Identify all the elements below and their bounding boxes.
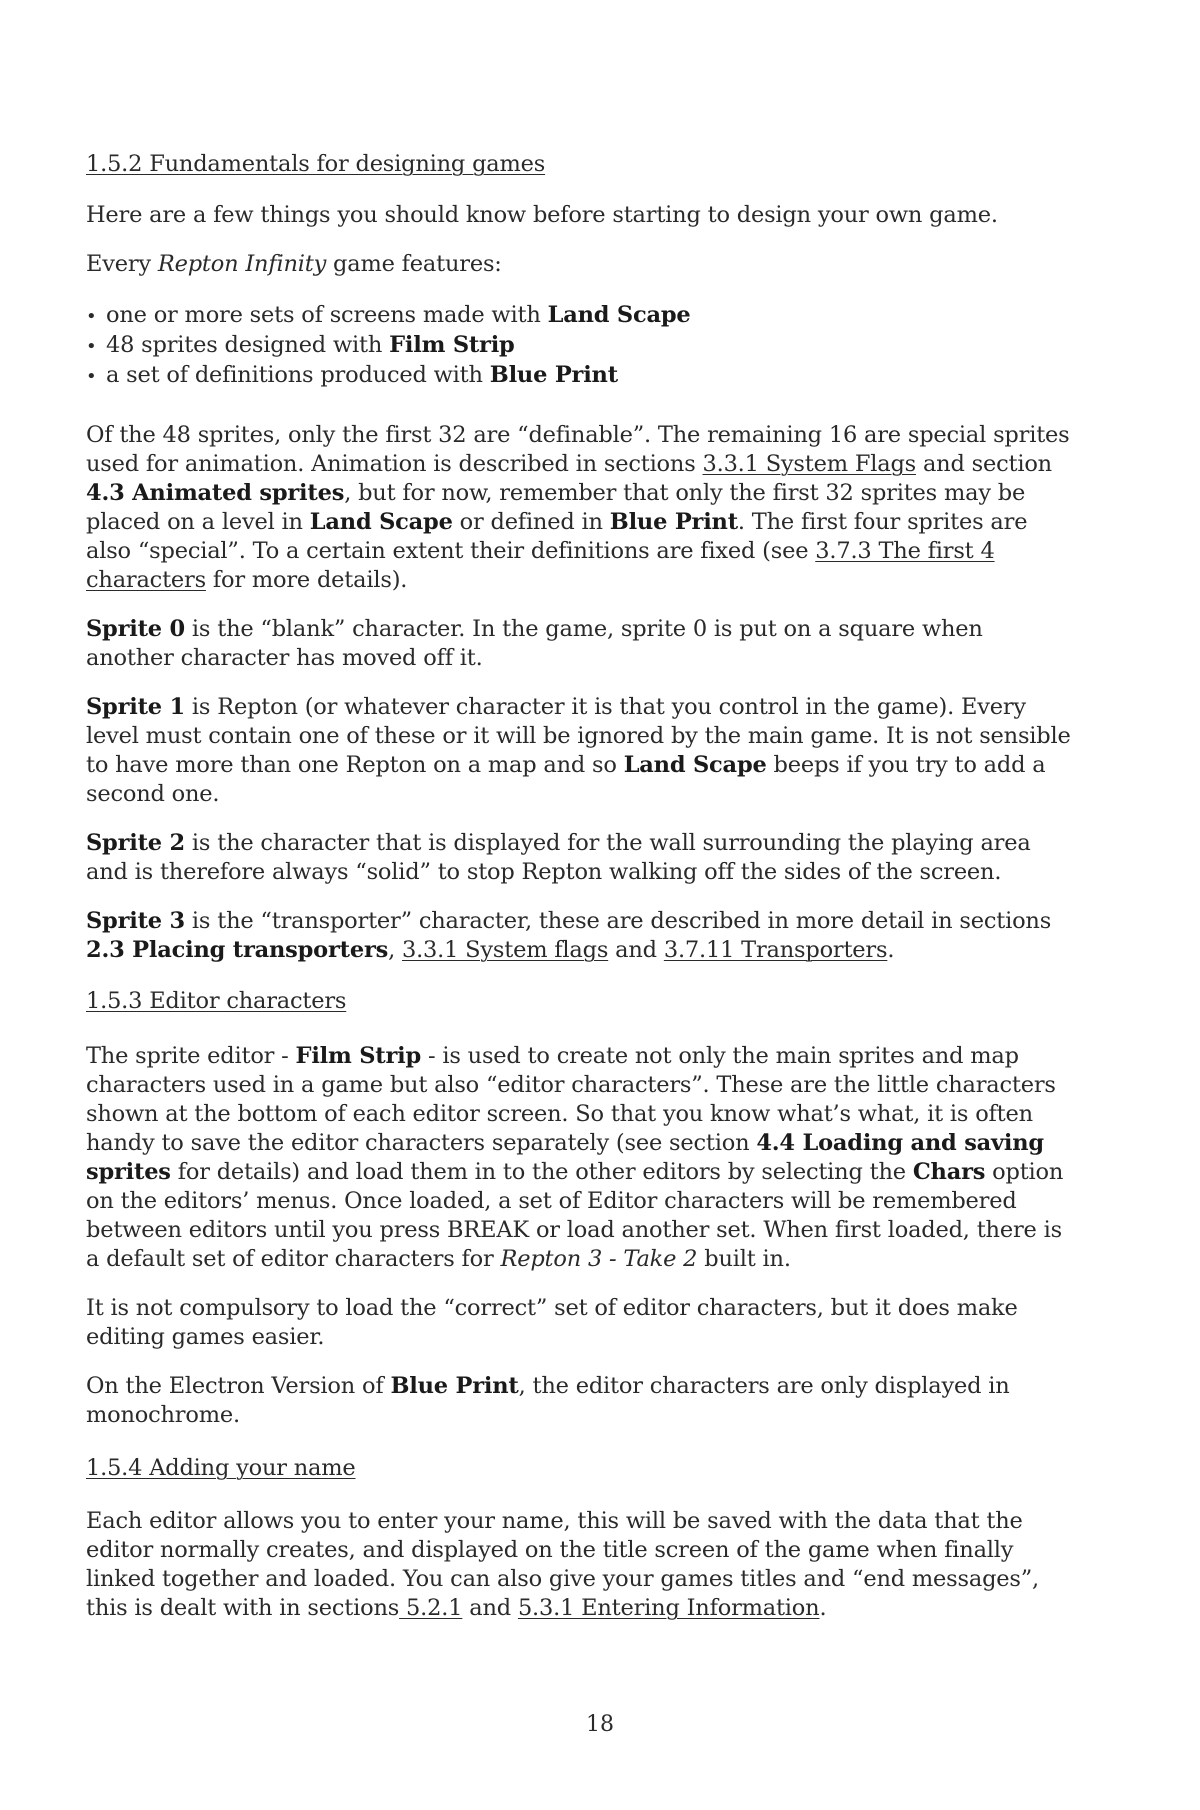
text: On the Electron Version of <box>86 1373 391 1399</box>
text: Of the 48 sprites, only the first 32 are “definable”. The remaining 16 are special sprites used for animation. Animation is described in sections <box>86 422 1070 477</box>
section-heading-1-5-3: 1.5.3 Editor characters <box>86 988 347 1014</box>
text: and <box>608 937 664 963</box>
link-system-flags[interactable]: 3.3.1 System Flags <box>702 451 916 477</box>
bold-text: 4.3 Animated sprites <box>86 480 345 506</box>
section-heading-1-5-2: 1.5.2 Fundamentals for designing games <box>86 151 546 177</box>
text: option on the editors’ menus. Once loaded, a set of Editor characters will be remembered between editors until you press BREAK or load another set. When first loaded, there is a default set of editor characters for <box>86 1159 1064 1272</box>
intro-paragraph <box>86 201 1076 230</box>
link-first-4-characters[interactable]: 3.7.3 The first 4 characters <box>86 538 995 593</box>
text: for details) and load them in to the other editors by selecting the <box>170 1159 913 1185</box>
text: , but for now, remember that only the first 32 sprites may be placed on a level in <box>86 480 1026 535</box>
features-intro <box>86 250 1076 279</box>
text: Each editor allows you to enter your name, this will be saved with the data that the editor normally creates, and displayed on the title screen of the game when finally linked together and loaded. You can also give your games titles and “end messages”, this is dealt with in sections <box>86 1508 1039 1621</box>
bold-text: Blue Print <box>609 509 738 535</box>
sprite-1-paragraph <box>86 693 1076 809</box>
every-suffix: game features: <box>326 251 502 277</box>
list-item <box>86 361 1076 391</box>
sprite-label: Sprite 3 <box>86 908 185 934</box>
text: It is not compulsory to load the “correct” set of editor characters, but it does make editing games easier. <box>86 1295 1018 1350</box>
sprites-paragraph <box>86 421 1076 595</box>
bullet-text: 48 sprites designed with <box>106 332 390 358</box>
text: built in. <box>697 1246 791 1272</box>
text: beeps if you try to add a second one. <box>86 752 1046 807</box>
link-entering-information[interactable]: 5.3.1 Entering Information <box>517 1595 820 1621</box>
sprite-0-paragraph <box>86 615 1076 673</box>
list-item <box>86 331 1076 361</box>
game-title: Repton Infinity <box>157 251 327 277</box>
text: The sprite editor - <box>86 1043 296 1069</box>
text: and <box>462 1595 518 1621</box>
adding-name-paragraph <box>86 1507 1076 1623</box>
link-5-2-1[interactable]: 5.2.1 <box>399 1595 463 1621</box>
bullet-bold: Film Strip <box>389 332 515 358</box>
text: is Repton (or whatever character it is that you control in the game). Every level must contain one of these or it will be ignored by the main game. It is not sensible to have more than one Repton on a map and so <box>86 694 1071 778</box>
sprite-label: Sprite 0 <box>86 616 185 642</box>
features-list <box>86 301 1076 391</box>
electron-paragraph <box>86 1372 1076 1430</box>
text: and section <box>916 451 1052 477</box>
text: , <box>388 937 402 963</box>
bullet-text: one or more sets of screens made with <box>106 302 548 328</box>
bold-text: Blue Print <box>390 1373 519 1399</box>
text: for more details). <box>205 567 408 593</box>
bold-text: 2.3 Placing transporters <box>86 937 389 963</box>
link-system-flags[interactable]: 3.3.1 System flags <box>401 937 609 963</box>
bold-text: Land Scape <box>623 752 767 778</box>
sprite-label: Sprite 2 <box>86 830 185 856</box>
text: . <box>819 1595 827 1621</box>
italic-text: Repton 3 - Take 2 <box>500 1246 698 1272</box>
list-item <box>86 301 1076 331</box>
text: . <box>887 937 895 963</box>
text: . The first four sprites are also “special”. To a certain extent their definitions are fixed (see <box>86 509 1028 564</box>
bold-text: Land Scape <box>309 509 453 535</box>
text: is the character that is displayed for the wall surrounding the playing area and is therefore always “solid” to stop Repton walking off the sides of the screen. <box>86 830 1031 885</box>
text: - is used to create not only the main sprites and map characters used in a game but also “editor characters”. These are the little characters shown at the bottom of each editor screen. So that you know what’s what, it is often handy to save the editor characters separately (see section <box>86 1043 1056 1156</box>
compulsory-paragraph <box>86 1294 1076 1352</box>
editor-characters-paragraph <box>86 1042 1076 1274</box>
bullet-bold: Land Scape <box>547 302 691 328</box>
bullet-icon: • <box>86 306 97 327</box>
bullet-icon: • <box>86 366 97 387</box>
intro-text: Here are a few things you should know before starting to design your own game. <box>86 202 998 228</box>
sprite-3-paragraph <box>86 907 1076 965</box>
text: or defined in <box>452 509 610 535</box>
bold-text: Chars <box>912 1159 986 1185</box>
sprite-label: Sprite 1 <box>86 694 185 720</box>
page-number: 18 <box>586 1712 614 1737</box>
section-heading-1-5-4: 1.5.4 Adding your name <box>86 1455 356 1481</box>
bold-text: 4.4 Loading and saving sprites <box>86 1130 1044 1185</box>
bold-text: Film Strip <box>295 1043 422 1069</box>
bullet-bold: Blue Print <box>489 362 618 388</box>
text: , the editor characters are only displayed in monochrome. <box>86 1373 1010 1428</box>
text: is the “transporter” character, these are described in more detail in sections <box>184 908 1052 934</box>
link-transporters[interactable]: 3.7.11 Transporters <box>663 937 888 963</box>
text: is the “blank” character. In the game, sprite 0 is put on a square when another character has moved off it. <box>86 616 983 671</box>
page-content <box>86 150 1076 1643</box>
bullet-text: a set of definitions produced with <box>106 362 490 388</box>
bullet-icon: • <box>86 336 97 357</box>
every-prefix: Every <box>86 251 158 277</box>
sprite-2-paragraph <box>86 829 1076 887</box>
